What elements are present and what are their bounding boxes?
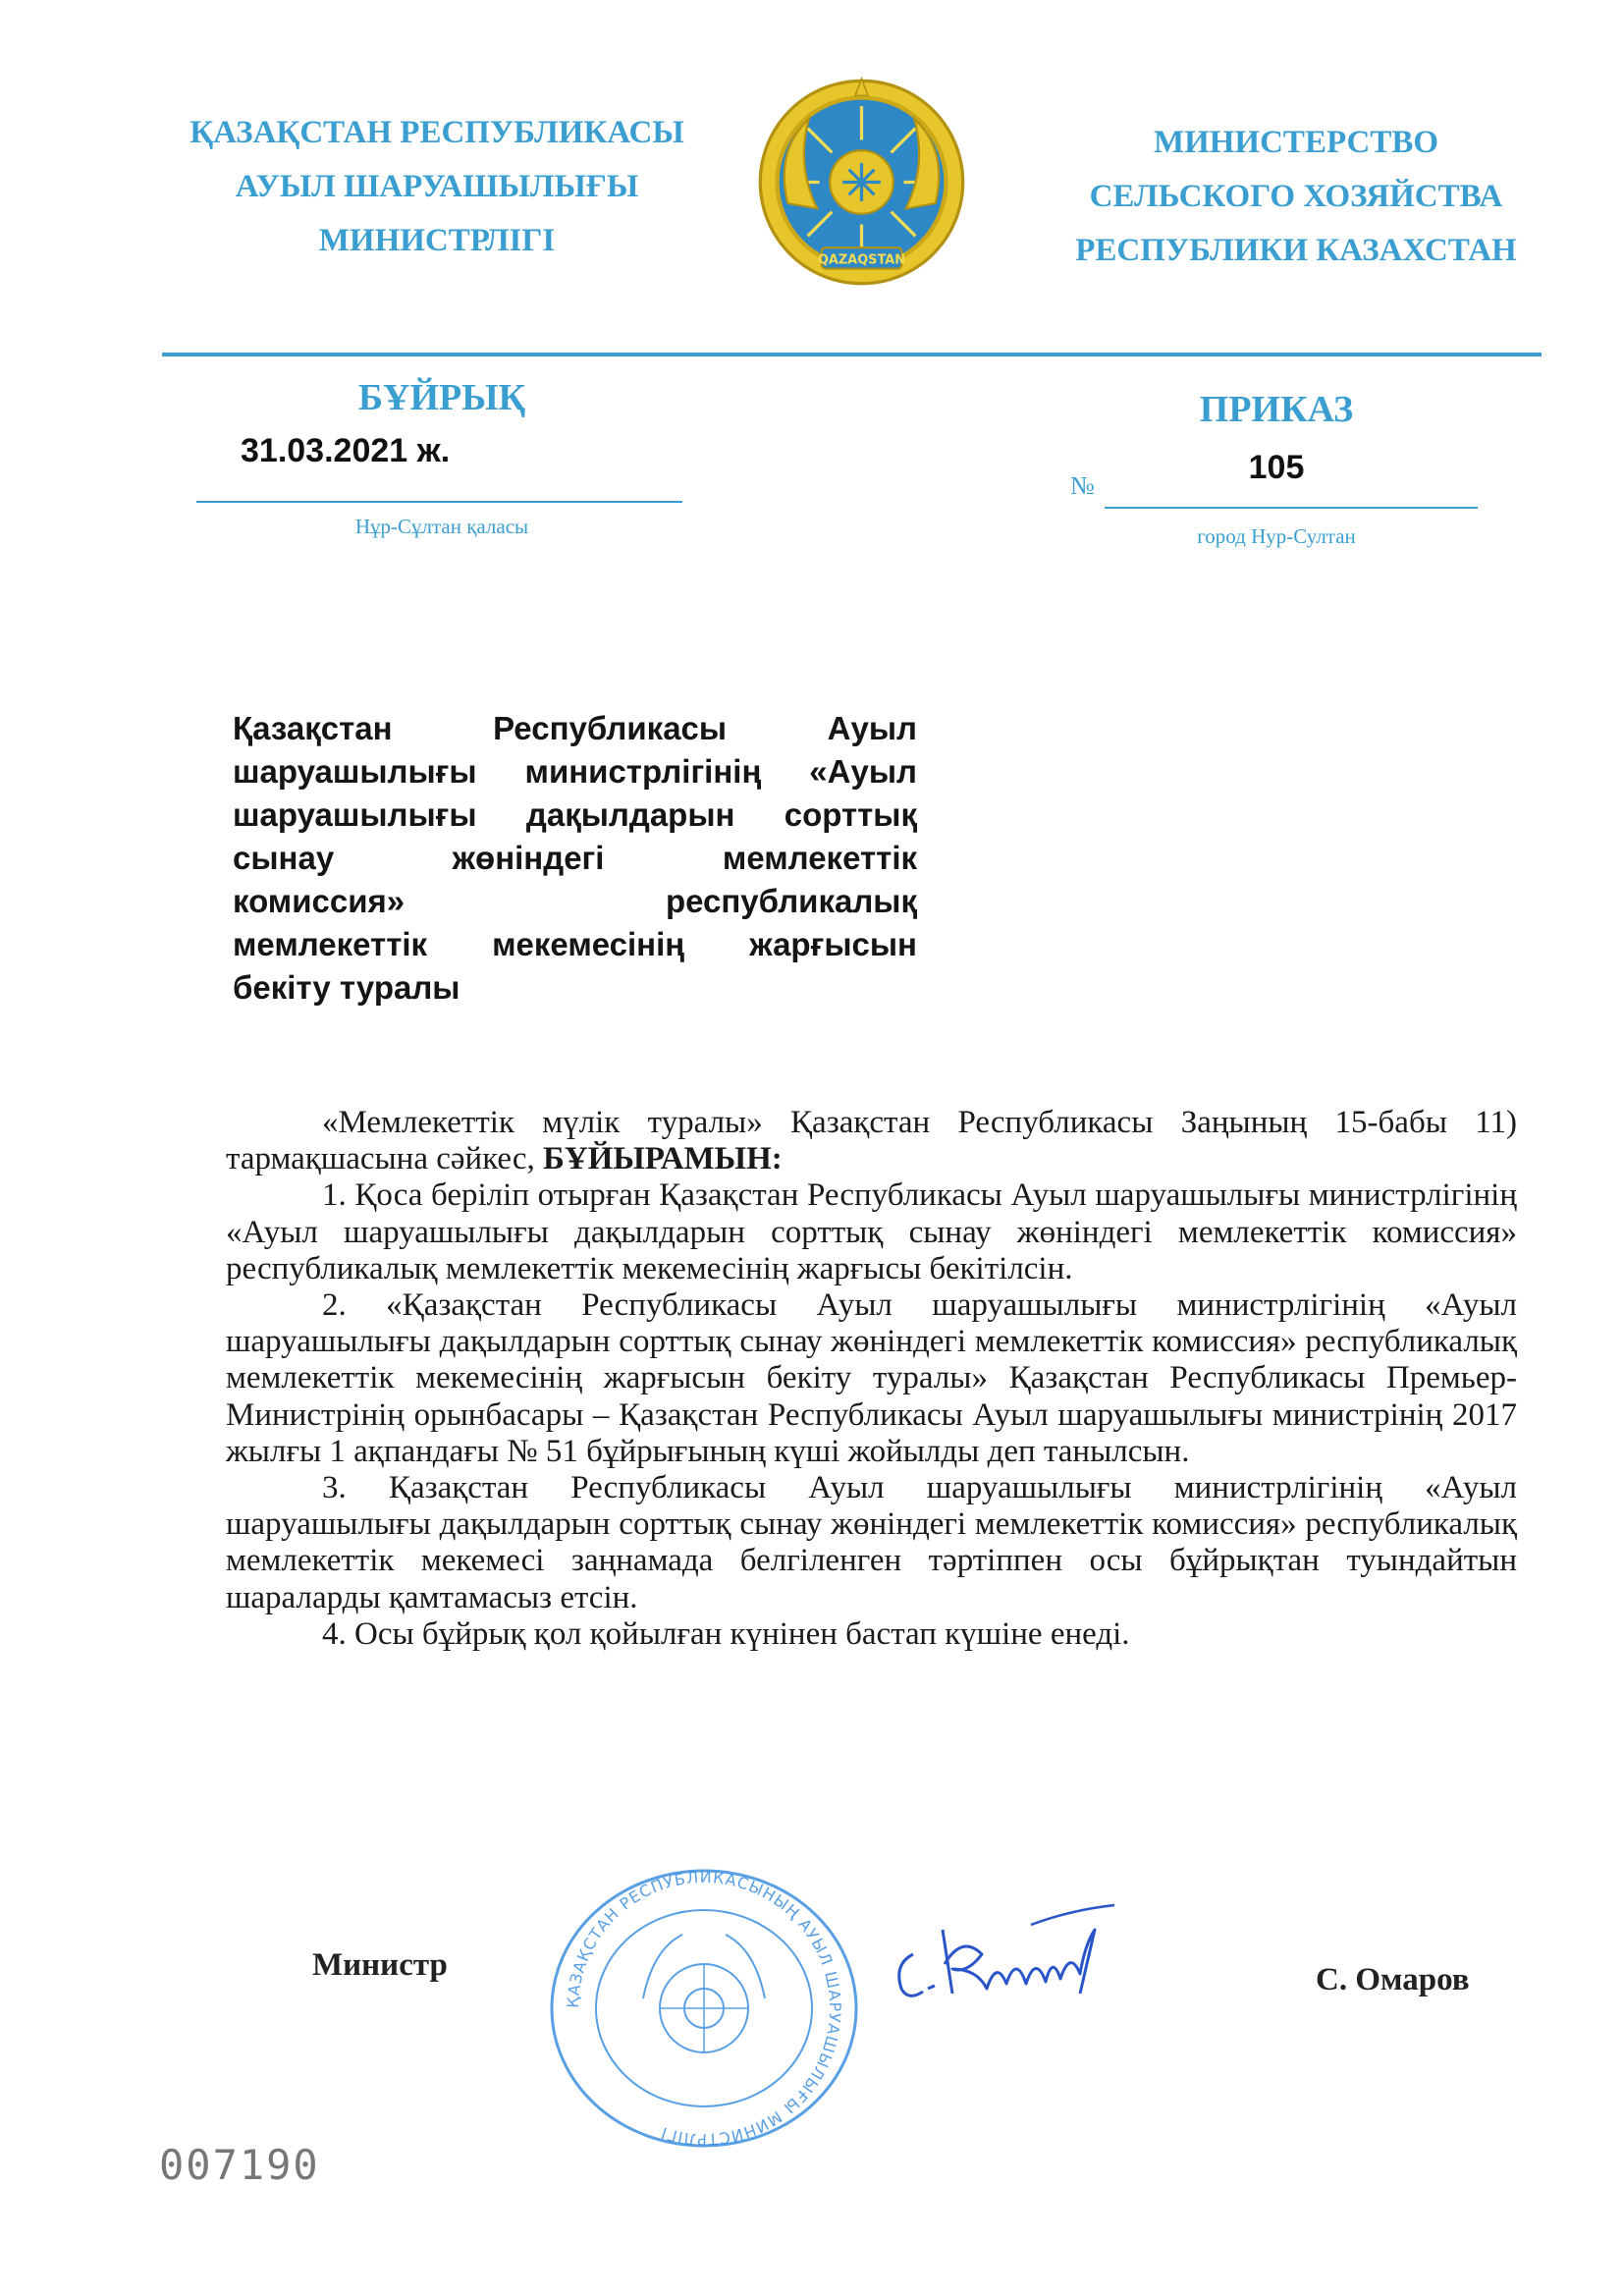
body-paragraph-4: 4. Осы бұйрық қол қойылған күнінен бастап күшіне енеді. [322, 1615, 1130, 1652]
seal-ring-text: ҚАЗАҚСТАН РЕСПУБЛИКАСЫНЫҢ АУЫЛ ШАРУАШЫЛЫҒЫ МИНИСТРЛІГІ [563, 1867, 845, 2150]
header-kz-line: МИНИСТРЛІГІ [318, 223, 556, 258]
header-ru-ministry [1016, 116, 1576, 278]
header-kz-line: АУЫЛ ШАРУАШЫЛЫҒЫ [235, 169, 639, 204]
subject-line: Қазақстан Республикасы Ауыл [233, 710, 917, 746]
subject-line: комиссия» республикалық [233, 883, 917, 919]
header-kz-ministry [157, 106, 717, 268]
signatory-title: Министр [312, 1947, 448, 1983]
number-underline [1105, 507, 1478, 509]
signatory-name: С. Омаров [1316, 1962, 1470, 1997]
order-title-ru: ПРИКАЗ [1199, 389, 1354, 430]
body-intro [226, 1105, 1517, 1177]
date-underline [196, 501, 682, 503]
header-ru-line: РЕСПУБЛИКИ КАЗАХСТАН [1075, 233, 1517, 268]
handwritten-signature-icon [884, 1895, 1119, 2013]
order-number-sign: № [1070, 471, 1095, 500]
header-kz-line: ҚАЗАҚСТАН РЕСПУБЛИКАСЫ [189, 115, 684, 150]
body-paragraph-2: 2. «Қазақстан Республикасы Ауыл шаруашылығы министрлігінің «Ауыл шаруашылығы дақылдарын сорттық сынау жөніндегі мемлекеттік комиссия» республикалық мемлекеттік мекемесінің жарғысын бекіту туралы» Қазақстан Республикасы Премьер-Министрінің орынбасары – Қазақстан Республикасы Ауыл шаруашылығы министрінің 2017 жылғы 1 ақпандағы № 51 бұйрығының күші жойылды деп танылсын. [226, 1287, 1517, 1469]
order-title-kz: БҰЙРЫҚ [357, 377, 526, 418]
header-divider [162, 353, 1542, 356]
subject-line: шаруашылығы дақылдарын сорттық [233, 796, 917, 833]
body-paragraph-3: 3. Қазақстан Республикасы Ауыл шаруашылығы министрлігінің «Ауыл шаруашылығы дақылдарын сорттық сынау жөніндегі мемлекеттік комиссия» республикалық мемлекеттік мекемесі заңнамада белгіленген тәртіппен осы бұйрықтан туындайтын шараларды қамтамасыз етсін. [226, 1470, 1517, 1615]
city-kz: Нұр-Сұлтан қаласы [354, 515, 529, 538]
header-ru-line: СЕЛЬСКОГО ХОЗЯЙСТВА [1089, 179, 1503, 214]
subject-line: шаруашылығы министрлігінің «Ауыл [233, 753, 917, 790]
order-subject [233, 707, 917, 1010]
order-number: 105 [1248, 449, 1305, 486]
intro-directive: БҰЙЫРАМЫН: [543, 1141, 783, 1177]
body-paragraph-1: 1. Қоса беріліп отырған Қазақстан Республикасы Ауыл шаруашылығы министрлігінің «Ауыл шаруашылығы дақылдарын сорттық сынау жөніндегі мемлекеттік комиссия» республикалық мемлекеттік мекемесінің жарғысы бекітілсін. [226, 1177, 1517, 1286]
subject-line: мемлекеттік мекемесінің жарғысын [233, 926, 917, 962]
state-emblem-icon [756, 77, 967, 288]
order-body [226, 1105, 1517, 1653]
official-seal-icon [535, 1861, 874, 2156]
intro-text: «Мемлекеттік мүлік туралы» Қазақстан Республикасы Заңының 15-бабы 11) тармақшасына сәйкес, [226, 1105, 1517, 1177]
emblem-text: QAZAQSTAN [817, 252, 906, 268]
form-serial-number: 007190 [159, 2141, 320, 2189]
order-date: 31.03.2021 ж. [241, 432, 451, 469]
subject-line: бекіту туралы [233, 969, 460, 1006]
header-ru-line: МИНИСТЕРСТВО [1153, 125, 1439, 160]
subject-line: сынау жөніндегі мемлекеттік [233, 840, 917, 876]
city-ru: город Нур-Султан [1197, 524, 1356, 548]
